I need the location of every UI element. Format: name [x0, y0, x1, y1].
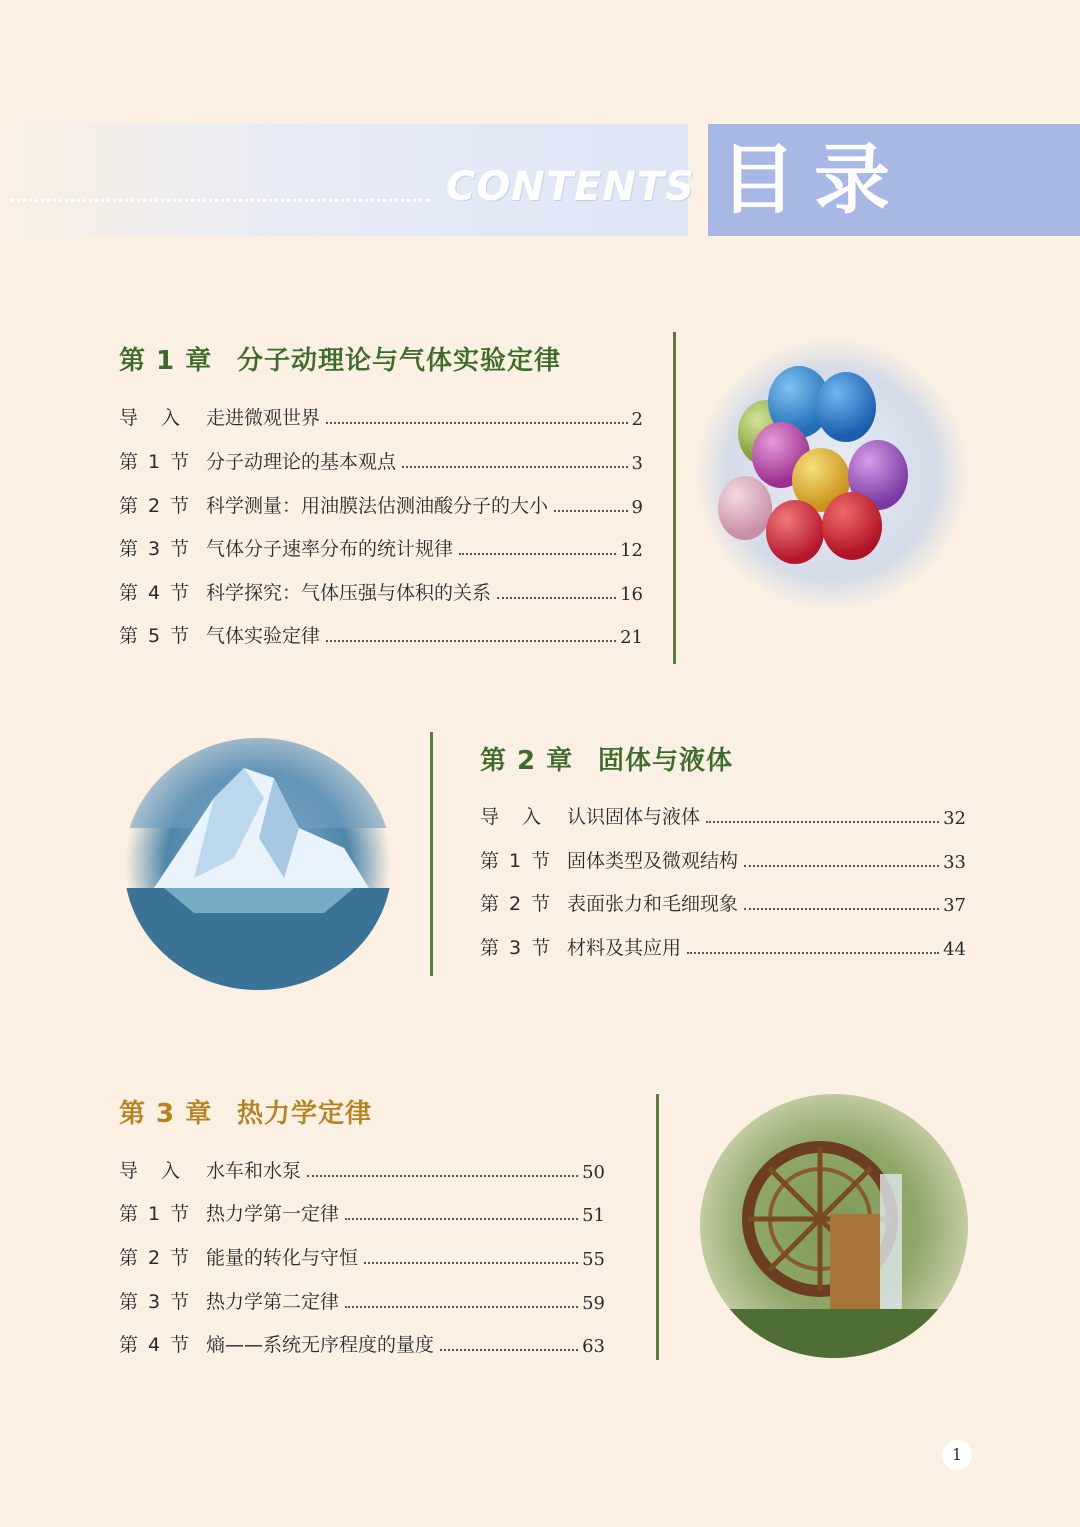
- toc-page-number: 37: [943, 895, 966, 916]
- chapter-3-divider: [656, 1094, 659, 1360]
- chapter-1-name: 分子动理论与气体实验定律: [237, 346, 562, 376]
- toc-leader-dots: [744, 908, 939, 910]
- toc-leader-dots: [402, 466, 628, 468]
- toc-leader-dots: [706, 821, 939, 823]
- chapter-1-number: 第 1 章: [119, 346, 213, 376]
- toc-row[interactable]: [119, 402, 643, 430]
- chapter-1-title[interactable]: [119, 340, 561, 377]
- toc-item-name: 固体类型及微观结构: [567, 850, 739, 872]
- toc-page-number: 55: [582, 1249, 605, 1270]
- toc-leader-dots: [440, 1349, 578, 1351]
- toc-section-label: 第 3 节: [480, 937, 553, 959]
- toc-item-name: 表面张力和毛细现象: [567, 893, 739, 915]
- toc-page-number: 59: [582, 1293, 605, 1314]
- chapter-1-divider: [673, 332, 676, 664]
- toc-leader-dots: [744, 865, 939, 867]
- toc-item-name: 热力学第二定律: [206, 1291, 340, 1313]
- page-number: 1: [942, 1440, 972, 1470]
- toc-page-number: 33: [943, 852, 966, 873]
- balloons-image: [698, 340, 966, 608]
- chapter-2-title[interactable]: [480, 740, 733, 777]
- toc-item-name: 气体分子速率分布的统计规律: [206, 538, 454, 560]
- toc-leader-dots: [345, 1306, 578, 1308]
- toc-leader-dots: [687, 952, 939, 954]
- toc-section-label: 第 3 节: [119, 1291, 192, 1313]
- toc-page-number: 63: [582, 1336, 605, 1357]
- balloon-shape: [816, 372, 876, 442]
- balloon-shape: [766, 500, 824, 564]
- toc-row[interactable]: [119, 577, 643, 605]
- toc-item-name: 科学探究：气体压强与体积的关系: [206, 582, 492, 604]
- toc-row[interactable]: [119, 446, 643, 474]
- toc-row[interactable]: [119, 490, 643, 518]
- chapter-3-title[interactable]: [119, 1093, 372, 1130]
- toc-row[interactable]: [119, 1198, 605, 1226]
- toc-row[interactable]: [480, 801, 966, 829]
- toc-page-number: 2: [631, 409, 643, 430]
- toc-page-number: 32: [943, 808, 966, 829]
- toc-item-name: 能量的转化与守恒: [206, 1247, 359, 1269]
- chapter-2-number: 第 2 章: [480, 746, 574, 776]
- toc-leader-dots: [364, 1262, 578, 1264]
- chapter-3-number: 第 3 章: [119, 1099, 213, 1129]
- toc-page-number: 9: [631, 497, 643, 518]
- toc-leader-dots: [554, 510, 628, 512]
- balloon-shape: [822, 492, 882, 560]
- page-title: 目录: [720, 135, 908, 224]
- toc-section-label: 第 3 节: [119, 538, 192, 560]
- toc-row[interactable]: [119, 1286, 605, 1314]
- toc-section-label: 第 1 节: [119, 1203, 192, 1225]
- toc-page-number: 51: [582, 1205, 605, 1226]
- toc-leader-dots: [326, 422, 628, 424]
- toc-section-label: 第 1 节: [119, 451, 192, 473]
- chapter-2-name: 固体与液体: [598, 746, 734, 776]
- toc-page-number: 44: [943, 939, 966, 960]
- balloon-shape: [718, 476, 772, 540]
- toc-item-name: 熵——系统无序程度的量度: [206, 1334, 435, 1356]
- toc-section-label: 第 2 节: [119, 1247, 192, 1269]
- toc-row[interactable]: [480, 888, 966, 916]
- toc-row[interactable]: [119, 533, 643, 561]
- toc-item-name: 水车和水泵: [206, 1160, 302, 1182]
- toc-section-label: 第 2 节: [480, 893, 553, 915]
- toc-section-label: 导 入: [119, 1160, 183, 1182]
- contents-label: CONTENTS: [446, 164, 696, 210]
- toc-row[interactable]: [119, 1329, 605, 1357]
- toc-section-label: 第 5 节: [119, 625, 192, 647]
- toc-leader-dots: [307, 1175, 578, 1177]
- toc-leader-dots: [345, 1218, 578, 1220]
- toc-leader-dots: [326, 640, 616, 642]
- iceberg-drawing: [124, 738, 392, 990]
- toc-row[interactable]: [119, 1155, 605, 1183]
- toc-row[interactable]: [480, 845, 966, 873]
- waterwheel-drawing: [700, 1094, 968, 1358]
- toc-leader-dots: [459, 553, 616, 555]
- toc-page-number: 12: [620, 540, 643, 561]
- toc-item-name: 走进微观世界: [206, 407, 321, 429]
- chapter-3-name: 热力学定律: [237, 1099, 373, 1129]
- toc-item-name: 气体实验定律: [206, 625, 321, 647]
- waterwheel-image: [700, 1094, 968, 1358]
- toc-item-name: 认识固体与液体: [567, 806, 701, 828]
- toc-section-label: 第 2 节: [119, 495, 192, 517]
- toc-item-name: 材料及其应用: [567, 937, 682, 959]
- toc-section-label: 第 1 节: [480, 850, 553, 872]
- toc-section-label: 导 入: [480, 806, 544, 828]
- toc-section-label: 第 4 节: [119, 582, 192, 604]
- toc-item-name: 热力学第一定律: [206, 1203, 340, 1225]
- toc-leader-dots: [497, 597, 616, 599]
- toc-row[interactable]: [480, 932, 966, 960]
- chapter-2-divider: [430, 732, 433, 976]
- toc-page-number: 16: [620, 584, 643, 605]
- toc-row[interactable]: [119, 620, 643, 648]
- toc-page-number: 3: [631, 453, 643, 474]
- toc-item-name: 分子动理论的基本观点: [206, 451, 397, 473]
- toc-section-label: 第 4 节: [119, 1334, 192, 1356]
- header-dotted-line: [10, 199, 430, 202]
- toc-row[interactable]: [119, 1242, 605, 1270]
- toc-item-name: 科学测量：用油膜法估测油酸分子的大小: [206, 495, 549, 517]
- toc-section-label: 导 入: [119, 407, 183, 429]
- iceberg-image: [124, 738, 392, 990]
- toc-page-number: 50: [582, 1162, 605, 1183]
- toc-page-number: 21: [620, 627, 643, 648]
